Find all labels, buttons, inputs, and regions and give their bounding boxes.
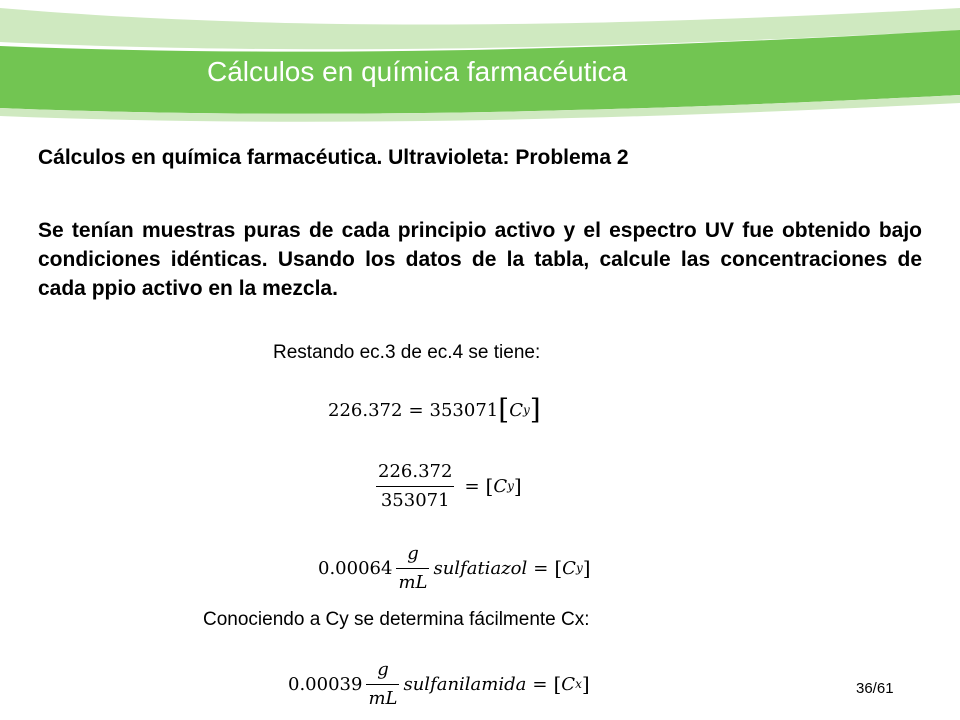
eq3-value: 0.00064 — [318, 557, 393, 579]
eq3-unit-numerator: g — [407, 542, 419, 564]
eq2-open-bracket: [ — [485, 474, 494, 498]
eq2-equals: = — [464, 475, 480, 497]
eq3-unit-fraction — [396, 543, 429, 594]
equation-4 — [288, 656, 590, 712]
eq3-close-bracket: ] — [582, 556, 591, 580]
eq2-variable: C — [493, 475, 508, 497]
caption-subtract-equations: Restando ec.3 de ec.4 se tiene: — [273, 342, 541, 363]
eq3-equals: = — [533, 557, 549, 579]
eq1-subscript: y — [522, 403, 530, 417]
eq1-open-bracket: [ — [498, 393, 510, 426]
page-number: 36/61 — [856, 680, 894, 697]
problem-heading: Cálculos en química farmacéutica. Ultravioleta: Problema 2 — [38, 146, 629, 169]
eq3-open-bracket: [ — [554, 556, 563, 580]
eq4-fraction-bar — [366, 684, 399, 685]
eq2-denominator: 353071 — [380, 489, 450, 511]
eq4-variable: C — [561, 673, 576, 695]
eq4-unit-denominator: mL — [368, 687, 398, 709]
eq4-subscript: x — [575, 677, 582, 691]
eq4-equals: = — [532, 673, 548, 695]
equation-2 — [372, 455, 522, 517]
eq4-close-bracket: ] — [581, 672, 590, 696]
problem-statement: Se tenían muestras puras de cada principio activo y el espectro UV fue obtenido bajo condiciones idénticas. Usando los datos de la tabla, calcule las concentraciones de cada ppio activo en la mezcla. — [38, 219, 922, 300]
eq4-unit-fraction — [366, 659, 399, 710]
eq4-unit-numerator: g — [377, 658, 389, 680]
slide-title: Cálculos en química farmacéutica — [207, 56, 628, 87]
eq4-open-bracket: [ — [553, 672, 562, 696]
caption-determine-cx: Conociendo a Cy se determina fácilmente Cx: — [203, 609, 590, 630]
eq1-equals: = — [408, 399, 424, 421]
eq1-close-bracket: ] — [529, 393, 541, 426]
eq3-variable: C — [562, 557, 576, 579]
eq3-unit-denominator: mL — [398, 571, 428, 593]
eq1-coefficient: 353071 — [429, 399, 499, 421]
eq2-close-bracket: ] — [513, 474, 522, 498]
eq2-fraction — [376, 461, 454, 512]
eq1-lhs: 226.372 — [328, 399, 403, 421]
eq2-numerator: 226.372 — [378, 460, 453, 482]
eq1-variable: C — [509, 399, 523, 421]
equation-1 — [328, 392, 541, 428]
eq4-value: 0.00039 — [288, 673, 363, 695]
equation-3 — [318, 540, 591, 596]
eq3-substance: sulfatiazol — [433, 557, 528, 579]
eq2-fraction-bar — [376, 486, 454, 487]
eq4-substance: sulfanilamida — [403, 673, 527, 695]
eq2-subscript: y — [507, 479, 514, 493]
eq3-fraction-bar — [396, 568, 429, 569]
eq3-subscript: y — [575, 561, 583, 575]
